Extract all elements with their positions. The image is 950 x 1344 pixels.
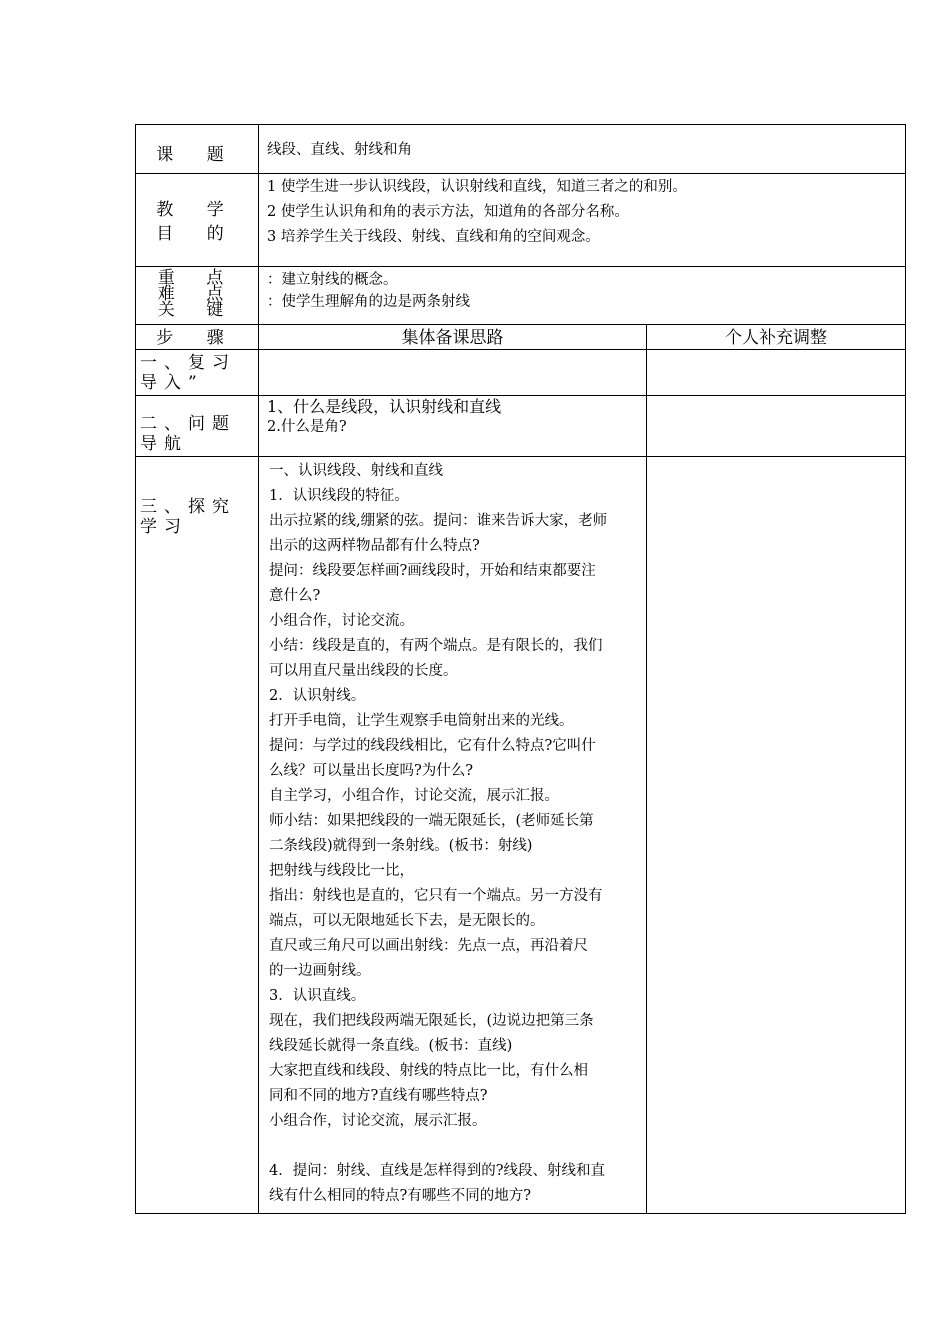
step3-line: 出示的这两样物品都有什么特点? [269, 538, 480, 554]
row-topic [136, 125, 906, 174]
row-step-3 [136, 457, 906, 1214]
topic-label-cell [136, 125, 259, 174]
row-goals [136, 174, 906, 267]
keys-list [259, 267, 905, 315]
step3-line: 打开手电筒，让学生观察手电筒射出来的光线。 [269, 713, 574, 729]
step3-line: 提问：线段要怎样画?画线段时，开始和结束都要注 [269, 563, 596, 579]
step3-line: 小结：线段是直的，有两个端点。是有限长的，我们 [269, 638, 603, 654]
row-header [136, 325, 906, 350]
step3-line: 指出：射线也是直的，它只有一个端点。另一方没有 [269, 888, 603, 904]
step3-line: 现在，我们把线段两端无限延长，(边说边把第三条 [269, 1013, 594, 1029]
goal-item: 1 使学生进一步认识线段，认识射线和直线，知道三者之的和别。 [267, 179, 687, 195]
step3-line: 自主学习，小组合作，讨论交流，展示汇报。 [269, 788, 559, 804]
lesson-plan-table [135, 124, 906, 1214]
step1-personal-cell [647, 350, 906, 396]
key-item: ：使学生理解角的边是两条射线 [267, 294, 470, 310]
step3-line: 把射线与线段比一比， [269, 863, 414, 879]
step3-content [259, 457, 646, 1213]
step2-content [259, 396, 646, 440]
keys-content-cell [259, 267, 906, 325]
step3-line: 师小结：如果把线段的一端无限延长，(老师延长第 [269, 813, 594, 829]
header-collective-cell [259, 325, 647, 350]
header-personal-cell [647, 325, 906, 350]
goal-item: 3 培养学生关于线段、射线、直线和角的空间观念。 [267, 229, 600, 245]
step2-label-cell [136, 396, 259, 457]
step2-label: 二、问题导航 [140, 414, 236, 454]
topic-label: 课 题 [156, 145, 238, 165]
step3-line: 提问：与学过的线段线相比，它有什么特点?它叫什 [269, 738, 596, 754]
step3-line: 4．提问：射线、直线是怎样得到的?线段、射线和直 [269, 1163, 605, 1179]
step3-content-cell [259, 457, 647, 1214]
step3-line: 出示拉紧的线,绷紧的弦。提问：谁来告诉大家，老师 [269, 513, 608, 529]
step3-line: 小组合作，讨论交流。 [269, 613, 414, 629]
step3-line: 线段延长就得一条直线。(板书：直线) [269, 1038, 513, 1054]
step3-line: 直尺或三角尺可以画出射线：先点一点，再沿着尺 [269, 938, 588, 954]
row-step-2 [136, 396, 906, 457]
step1-label-cell [136, 350, 259, 396]
header-collective: 集体备课思路 [401, 328, 504, 348]
step3-line: 线有什么相同的特点?有哪些不同的地方? [269, 1188, 532, 1204]
step1-content [259, 350, 646, 356]
header-steps: 步 骤 [156, 328, 238, 348]
step3-label-cell [136, 457, 259, 1214]
key-item: ：建立射线的概念。 [267, 272, 398, 288]
step3-line: 二条线段)就得到一条射线。(板书：射线) [269, 838, 533, 854]
step3-line: 端点，可以无限地延长下去，是无限长的。 [269, 913, 545, 929]
keys-label: 重 点 难 点 关 键 [157, 268, 237, 320]
topic-value: 线段、直线、射线和角 [267, 142, 412, 158]
step3-line [269, 1134, 638, 1159]
step3-personal-cell [647, 457, 906, 1214]
row-keys [136, 267, 906, 325]
step3-line: 大家把直线和线段、射线的特点比一比，有什么相 [269, 1063, 588, 1079]
step3-line: 的一边画射线。 [269, 963, 371, 979]
step3-line: 小组合作，讨论交流，展示汇报。 [269, 1113, 487, 1129]
step3-line: 一、认识线段、射线和直线 [269, 463, 443, 479]
step1-label: 一、复习导入” [140, 353, 236, 393]
goals-label: 教 学 目 的 [156, 200, 238, 244]
step1-content-cell [259, 350, 647, 396]
header-personal: 个人补充调整 [725, 328, 827, 348]
step2-line: 2.什么是角? [267, 419, 347, 435]
keys-label-cell [136, 267, 259, 325]
step3-line: 3．认识直线。 [269, 988, 366, 1004]
header-steps-cell [136, 325, 259, 350]
step3-line: 么线？可以量出长度吗?为什么? [269, 763, 474, 779]
step3-label: 三、探究学习 [140, 497, 236, 537]
step3-line: 意什么? [269, 588, 321, 604]
step3-line: 2．认识射线。 [269, 688, 366, 704]
row-step-1 [136, 350, 906, 396]
step2-personal-cell [647, 396, 906, 457]
step3-line: 1．认识线段的特征。 [269, 488, 409, 504]
step3-line: 可以用直尺量出线段的长度。 [269, 663, 458, 679]
step3-line: 同和不同的地方?直线有哪些特点? [269, 1088, 488, 1104]
goals-content-cell [259, 174, 906, 267]
topic-value-cell [259, 125, 906, 174]
goals-list [259, 174, 905, 253]
goal-item: 2 使学生认识角和角的表示方法，知道角的各部分名称。 [267, 204, 629, 220]
step2-line: 1、什么是线段，认识射线和直线 [267, 397, 502, 416]
goals-label-cell [136, 174, 259, 267]
step2-content-cell [259, 396, 647, 457]
